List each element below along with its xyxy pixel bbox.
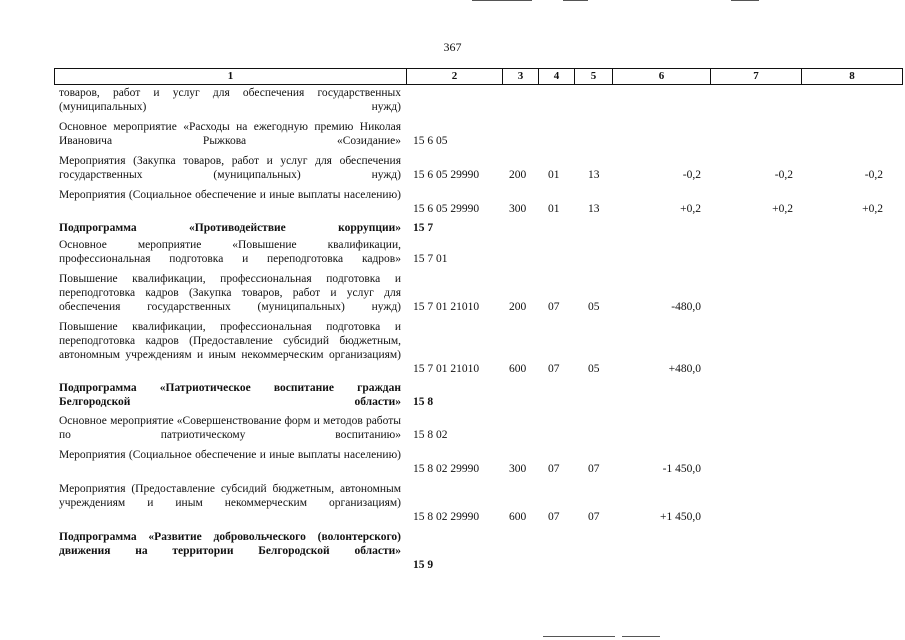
row-description: Мероприятия (Социальное обеспечение и иные выплаты населению): [59, 189, 401, 201]
row-description: Подпрограмма «Патриотическое воспитание граждан Белгородской области»: [59, 382, 401, 408]
row-description: Мероприятия (Социальное обеспечение и иные выплаты населению): [59, 449, 401, 461]
row-code: 15 8 02 29990: [413, 511, 480, 523]
row-expense-type: 200: [509, 301, 527, 313]
row-subsection: 05: [588, 301, 600, 313]
row-description: Мероприятия (Закупка товаров, работ и услуг для обеспечения государственных (муниципальных) нужд): [59, 155, 401, 181]
row-description: Основное мероприятие «Совершенствование форм и методов работы по патриотическому воспитанию»: [59, 415, 401, 441]
scan-artifact-line: [543, 636, 615, 637]
row-amount-2: -0,2: [774, 169, 793, 181]
row-section: 07: [548, 363, 560, 375]
row-code: 15 6 05 29990: [413, 169, 480, 181]
row-expense-type: 300: [509, 203, 527, 215]
column-header-3: 3: [503, 69, 539, 84]
row-description: Повышение квалификации, профессиональная подготовка и переподготовка кадров (Предоставление субсидий бюджетным, автономным учреждениям и иным некоммерческим организациям): [59, 321, 401, 361]
scan-artifact-line: [622, 636, 660, 637]
row-subsection: 07: [588, 511, 600, 523]
scan-artifact-line: [563, 0, 588, 1]
row-expense-type: 300: [509, 463, 527, 475]
row-amount-1: -0,2: [682, 169, 701, 181]
row-amount-3: +0,2: [862, 203, 883, 215]
row-description: товаров, работ и услуг для обеспечения государственных (муниципальных) нужд): [59, 87, 401, 113]
scan-artifact-line: [731, 0, 759, 1]
row-amount-3: -0,2: [864, 169, 883, 181]
column-header-8: 8: [849, 70, 855, 82]
row-subsection: 07: [588, 463, 600, 475]
row-amount-1: +480,0: [668, 363, 701, 375]
row-code: 15 8 02: [413, 429, 448, 441]
row-code: 15 6 05: [413, 135, 448, 147]
column-header-5: 5: [575, 69, 613, 84]
row-section: 01: [548, 203, 560, 215]
column-header-4: 4: [539, 69, 575, 84]
column-header-2: 2: [407, 69, 503, 84]
row-code: 15 6 05 29990: [413, 203, 480, 215]
row-expense-type: 200: [509, 169, 527, 181]
row-subsection: 13: [588, 169, 600, 181]
scan-artifact-line: [472, 0, 532, 1]
row-amount-1: -1 450,0: [662, 463, 701, 475]
row-amount-1: +1 450,0: [660, 511, 701, 523]
row-amount-2: +0,2: [772, 203, 793, 215]
table-column-header: [54, 68, 903, 85]
row-description: Мероприятия (Предоставление субсидий бюджетным, автономным учреждениям и иным некоммерческим организациям): [59, 483, 401, 509]
row-code: 15 9: [413, 559, 434, 571]
column-header-6: 6: [613, 69, 711, 84]
row-amount-1: +0,2: [680, 203, 701, 215]
row-code: 15 8: [413, 396, 434, 408]
row-code: 15 7: [413, 222, 434, 234]
row-description: Основное мероприятие «Расходы на ежегодную премию Николая Ивановича Рыжкова «Созидание»: [59, 121, 401, 147]
row-expense-type: 600: [509, 363, 527, 375]
page-number: 367: [443, 40, 462, 54]
row-code: 15 7 01: [413, 253, 448, 265]
row-description: Подпрограмма «Развитие добровольческого (волонтерского) движения на территории Белгородской области»: [59, 531, 401, 557]
row-subsection: 05: [588, 363, 600, 375]
row-description: Повышение квалификации, профессиональная подготовка и переподготовка кадров (Закупка товаров, работ и услуг для обеспечения государственных (муниципальных) нужд): [59, 273, 401, 313]
row-section: 07: [548, 511, 560, 523]
row-subsection: 13: [588, 203, 600, 215]
column-header-7: 7: [711, 69, 802, 84]
row-section: 07: [548, 301, 560, 313]
row-expense-type: 600: [509, 511, 527, 523]
column-header-1: 1: [55, 69, 407, 84]
row-code: 15 7 01 21010: [413, 301, 480, 313]
row-description: Основное мероприятие «Повышение квалификации, профессиональная подготовка и переподготовка кадров»: [59, 239, 401, 265]
row-code: 15 7 01 21010: [413, 363, 480, 375]
row-section: 01: [548, 169, 560, 181]
row-section: 07: [548, 463, 560, 475]
row-code: 15 8 02 29990: [413, 463, 480, 475]
row-description: Подпрограмма «Противодействие коррупции»: [59, 222, 401, 234]
row-amount-1: -480,0: [671, 301, 701, 313]
